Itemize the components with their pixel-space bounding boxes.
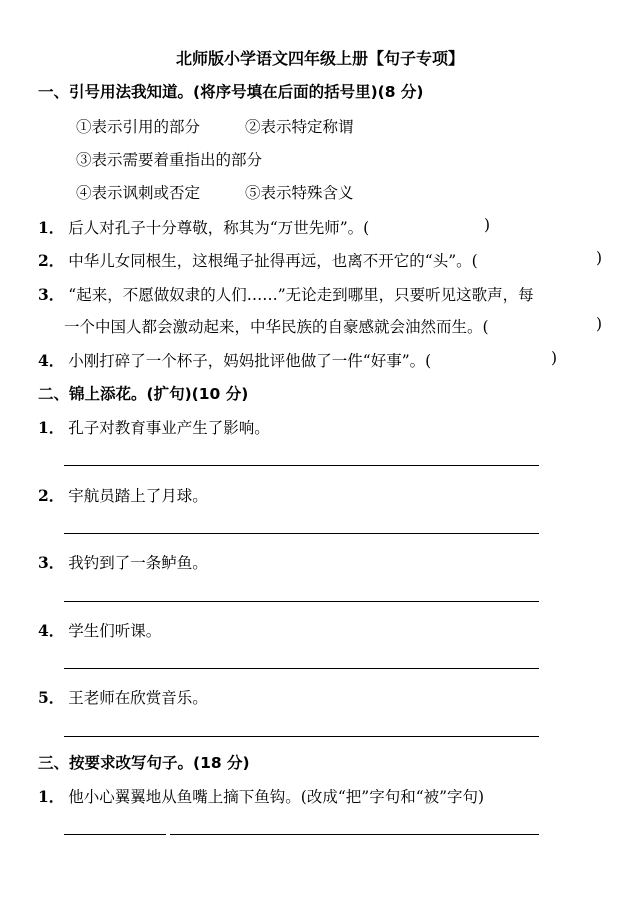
- answer-line[interactable]: [64, 601, 539, 602]
- question-number: 4．: [38, 621, 65, 640]
- answer-paren-close[interactable]: ): [596, 249, 603, 267]
- answer-line[interactable]: [170, 834, 539, 835]
- s1-question-4: [38, 349, 431, 371]
- option-3: ③表示需要着重指出的部分: [76, 151, 263, 169]
- answer-line[interactable]: [64, 736, 539, 737]
- page-title: 北师版小学语文四年级上册【句子专项】: [175, 49, 464, 68]
- section3-heading: 三、按要求改写句子。(18 分): [38, 754, 250, 772]
- s1-question-3-continued: 一个中国人都会激动起来，中华民族的自豪感就会油然而生。(: [64, 318, 489, 336]
- question-number: 5．: [38, 688, 65, 707]
- question-text: 中华儿女同根生，这根绳子扯得再远，也离不开它的“头”。(: [68, 252, 478, 270]
- question-number: 1．: [38, 787, 65, 806]
- s2-question-5: [38, 686, 208, 708]
- answer-line[interactable]: [64, 465, 539, 466]
- question-text: 他小心翼翼地从鱼嘴上摘下鱼钩。(改成“把”字句和“被”字句): [68, 788, 485, 806]
- option-5: ⑤表示特殊含义: [245, 184, 354, 202]
- option-4: ④表示讽刺或否定: [76, 184, 201, 202]
- question-number: 1．: [38, 418, 65, 437]
- question-text: 我钓到了一条鲈鱼。: [68, 554, 208, 572]
- answer-paren-close[interactable]: ): [596, 315, 603, 333]
- question-text: 小刚打碎了一个杯子，妈妈批评他做了一件“好事”。(: [68, 352, 432, 370]
- s2-question-4: [38, 619, 161, 641]
- question-number: 4．: [38, 351, 65, 370]
- section1-heading: 一、引号用法我知道。(将序号填在后面的括号里)(8 分): [38, 83, 424, 101]
- question-text: 孔子对教育事业产生了影响。: [68, 419, 270, 437]
- s1-question-1: [38, 216, 369, 238]
- s2-question-1: [38, 416, 270, 438]
- question-number: 3．: [38, 285, 65, 304]
- question-number: 1．: [38, 218, 65, 237]
- s1-question-3: [38, 283, 534, 305]
- answer-line[interactable]: [64, 834, 166, 835]
- question-text: 宇航员踏上了月球。: [68, 487, 208, 505]
- question-text: 王老师在欣赏音乐。: [68, 689, 208, 707]
- s2-question-2: [38, 484, 208, 506]
- answer-paren-close[interactable]: ): [484, 216, 491, 234]
- question-text: 学生们听课。: [68, 622, 162, 640]
- answer-line[interactable]: [64, 533, 539, 534]
- section2-heading: 二、锦上添花。(扩句)(10 分): [38, 385, 249, 403]
- question-text: 后人对孔子十分尊敬，称其为“万世先师”。(: [68, 219, 370, 237]
- s2-question-3: [38, 551, 208, 573]
- question-number: 3．: [38, 553, 65, 572]
- question-text: “起来，不愿做奴隶的人们……”无论走到哪里，只要听见这歌声，每: [68, 286, 534, 304]
- s3-question-1: [38, 785, 484, 807]
- answer-paren-close[interactable]: ): [551, 349, 558, 367]
- option-1: ①表示引用的部分: [76, 118, 201, 136]
- answer-line[interactable]: [64, 668, 539, 669]
- s1-question-2: [38, 249, 478, 271]
- question-number: 2．: [38, 486, 65, 505]
- option-2: ②表示特定称谓: [245, 118, 354, 136]
- question-number: 2．: [38, 251, 65, 270]
